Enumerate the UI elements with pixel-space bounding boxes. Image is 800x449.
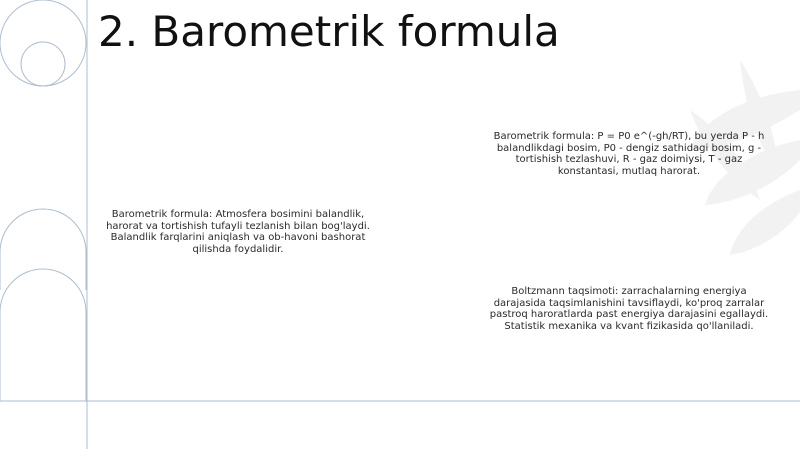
deco-arch-upper [0,209,86,290]
paragraph-barometric-description: Barometrik formula: Atmosfera bosimini balandlik, harorat va tortishish tufayli tezlanish bilan bog'laydi. Balandlik farqlarini aniqlash va ob-havoni bashorat qilishda foydalidir. [106,209,370,255]
slide-title: 2. Barometrik formula [98,7,560,56]
deco-circle-small [21,42,65,86]
deco-arch-lower [0,269,86,401]
paragraph-boltzmann-distribution: Boltzmann taqsimoti: zarrachalarning energiya darajasida taqsimlanishini tavsiflaydi, ko'proq zarralar pastroq haroratlarda past energiya darajasini egallaydi. Statistik mexanika va kvant fizikasida qo'llaniladi. [489,286,769,332]
paragraph-barometric-equation: Barometrik formula: P = P0 e^(-gh/RT), bu yerda P - h balandlikdagi bosim, P0 - dengiz sathidagi bosim, g - tortishish tezlashuvi, R - gaz doimiysi, T - gaz konstantasi, mutlaq harorat. [493,131,765,177]
deco-circle-large [0,0,86,86]
